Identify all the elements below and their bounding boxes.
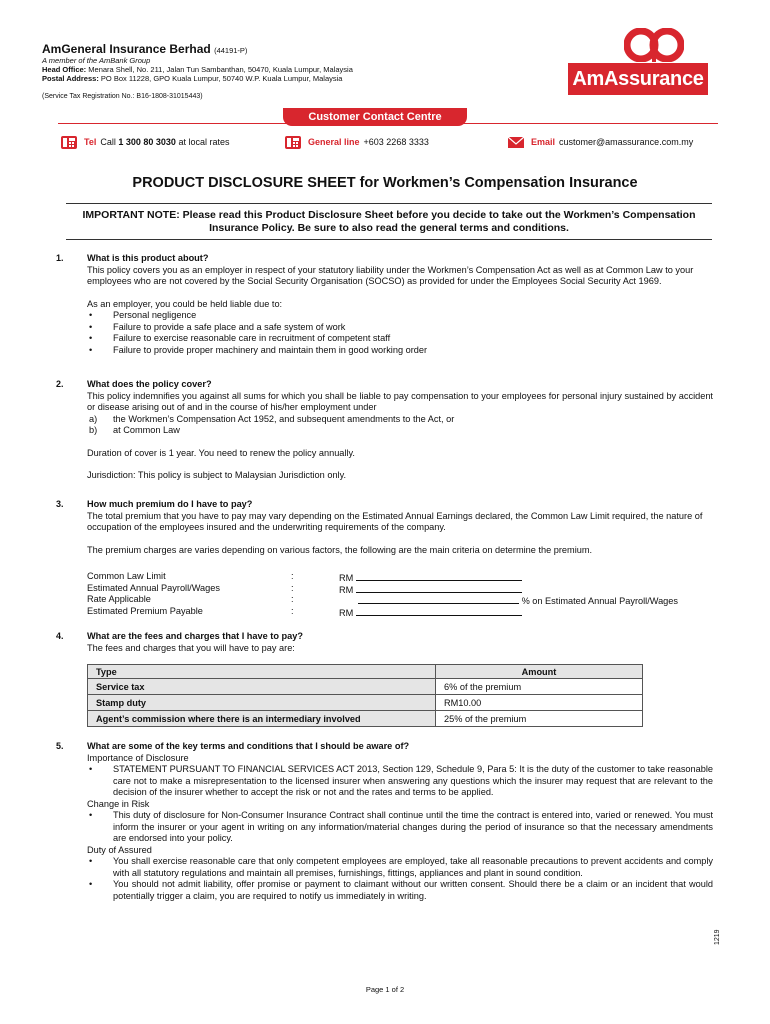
column-header-amount: Amount — [436, 665, 643, 679]
table-row — [88, 711, 643, 727]
bullet-icon: • — [89, 310, 93, 320]
head-office-address: Menara Shell, No. 211, Jalan Tun Sambanthan, 50470, Kuala Lumpur, Malaysia — [88, 65, 353, 74]
company-name-text: AmGeneral Insurance Berhad — [42, 42, 211, 56]
bullet-icon: • — [89, 764, 93, 774]
section-4-para-1: The fees and charges that you will have to pay are: — [87, 642, 295, 653]
general-line-label: General line — [308, 137, 360, 147]
page-title: PRODUCT DISCLOSURE SHEET for Workmen’s Compensation Insurance — [132, 175, 638, 191]
list-label: a) — [89, 413, 98, 424]
section-1-question: What is this product about? — [87, 253, 209, 263]
section-2-para-2: Duration of cover is 1 year. You need to renew the policy annually. — [87, 447, 355, 458]
brand-logo: AmAssurance — [568, 63, 708, 95]
list-item-text: at Common Law — [113, 425, 180, 435]
company-reg: (44191-P) — [214, 46, 248, 55]
criteria-label: Common Law Limit — [87, 571, 166, 581]
column-header-type: Type — [88, 665, 436, 679]
amassurance-logo-icon — [624, 28, 684, 62]
list-item-text: Personal negligence — [113, 310, 197, 320]
company-name — [42, 42, 247, 56]
tel-post: at local rates — [178, 137, 230, 147]
phone-icon — [284, 134, 302, 150]
fee-amount: RM10.00 — [436, 695, 643, 711]
note-top-rule — [66, 203, 712, 204]
colon: : — [291, 594, 294, 604]
common-law-limit-blank[interactable] — [356, 571, 522, 581]
page-number: Page 1 of 2 — [365, 985, 405, 994]
table-row — [88, 695, 643, 711]
head-office-label: Head Office: — [42, 65, 87, 74]
list-item-text: the Workmen’s Compensation Act 1952, and subsequent amendments to the Act, or — [113, 413, 455, 424]
general-line-number[interactable]: +603 2268 3333 — [363, 137, 429, 147]
section-3 — [87, 499, 713, 556]
bullet-icon: • — [89, 810, 93, 820]
list-label: b) — [89, 425, 98, 435]
list-item — [87, 414, 713, 426]
important-note: IMPORTANT NOTE: Please read this Product Disclosure Sheet before you decide to take out the Workmen’s Compensation Insurance Policy. Be sure to also read the general terms and conditions. — [82, 209, 696, 234]
fee-type: Service tax — [88, 679, 436, 695]
list-item — [87, 425, 713, 437]
criteria-label: Estimated Annual Payroll/Wages — [87, 582, 220, 593]
bullet-icon: • — [89, 321, 93, 332]
section-3-para-1: The total premium that you have to pay may vary depending on the Estimated Annual Earnings declared, the Common Law Limit required, the nature of occupation of the employees insured and the underwriting requirements of the company. — [87, 510, 703, 532]
section-5-number: 5. — [56, 741, 64, 751]
section-2-number: 2. — [56, 379, 64, 389]
section-2-para-1: This policy indemnifies you against all sums for which you shall be liable to pay compensation to your employees for personal injury sustained by accident or disease arising out of and in the course of his/her employment under — [87, 390, 713, 412]
fee-amount: 6% of the premium — [436, 679, 643, 695]
section-4-question: What are the fees and charges that I have to pay? — [87, 631, 303, 641]
list-item-text: You shall exercise reasonable care that only competent employees are employed, take all reasonable precautions to prevent accidents and comply with all statutory regulations and maintain all premises, furnishings, fittings, appliances and plant in sound condition. — [113, 856, 713, 878]
list-item-text: STATEMENT PURSUANT TO FINANCIAL SERVICES ACT 2013, Section 129, Schedule 9, Para 5: It is the duty of the customer to take reasonable care not to make a misrepresentation to the licensed insurer when answering any questions which the insurer may request that are relevant to the decision of the insurer whether to accept the risk or not and the rates and terms to be applied. — [113, 764, 713, 797]
premium-criteria — [87, 571, 220, 617]
list-item — [87, 322, 713, 334]
fee-amount: 25% of the premium — [436, 711, 643, 727]
rate-blank[interactable] — [358, 594, 519, 604]
email-label: Email — [531, 137, 556, 147]
tel-pre: Call — [100, 137, 116, 147]
list-item-text: Failure to provide proper machinery and maintain them in good working order — [113, 344, 428, 355]
tel-number[interactable]: 1 300 80 3030 — [118, 137, 176, 147]
section-5-heading-2: Change in Risk — [87, 798, 150, 809]
colon: : — [291, 582, 294, 593]
bullet-icon: • — [89, 856, 93, 866]
criteria-values — [339, 571, 678, 617]
rate-suffix: % on Estimated Annual Payroll/Wages — [521, 596, 679, 606]
bullet-icon: • — [89, 344, 93, 355]
contact-general — [284, 134, 429, 150]
section-4 — [87, 631, 713, 654]
section-5 — [87, 741, 713, 902]
postal-address — [42, 74, 342, 83]
section-5-heading-3: Duty of Assured — [87, 844, 152, 855]
list-item — [87, 856, 713, 879]
section-3-number: 3. — [56, 499, 64, 509]
section-1-para-2: As an employer, you could be held liable due to: — [87, 298, 283, 309]
section-3-question: How much premium do I have to pay? — [87, 499, 253, 509]
section-1 — [87, 253, 713, 356]
list-item-text: Failure to provide a safe place and a safe system of work — [113, 321, 346, 332]
section-4-number: 4. — [56, 631, 64, 641]
document-code: 1219 — [714, 929, 721, 945]
rm-label: RM — [339, 607, 354, 618]
list-item-text: Failure to exercise reasonable care in recruitment of competent staff — [113, 333, 391, 343]
section-3-para-2: The premium charges are varies depending on various factors, the following are the main criteria on determine the premium. — [87, 544, 593, 555]
fee-type: Agent’s commission where there is an intermediary involved — [88, 711, 436, 727]
list-item — [87, 333, 713, 345]
section-5-heading-1: Importance of Disclosure — [87, 752, 189, 763]
table-header-row — [88, 665, 643, 679]
list-item — [87, 810, 713, 845]
section-2-question: What does the policy cover? — [87, 379, 212, 389]
list-item — [87, 879, 713, 902]
criteria-label: Estimated Premium Payable — [87, 605, 203, 616]
head-office — [42, 65, 353, 74]
contact-centre-banner: Customer Contact Centre — [283, 108, 467, 126]
list-item — [87, 310, 713, 322]
phone-icon — [60, 134, 78, 150]
section-1-para-1: This policy covers you as an employer in respect of your statutory liability under the Workmen’s Compensation Act as well as at Common Law to your employees who are not covered by the Social Security Organisation (SOCSO) as provided for under the Employees Social Security Act 1969. — [87, 264, 694, 286]
postal-address-text: PO Box 11228, GPO Kuala Lumpur, 50740 W.P. Kuala Lumpur, Malaysia — [100, 74, 343, 83]
group-member: A member of the AmBank Group — [42, 56, 151, 65]
colon: : — [291, 571, 294, 581]
list-item — [87, 764, 713, 799]
rm-label: RM — [339, 573, 354, 583]
premium-blank[interactable] — [356, 606, 522, 616]
list-item-text: This duty of disclosure for Non-Consumer Insurance Contract shall continue until the time the contract is entered into, varied or renewed. You must inform the insurer or your agent in writing on any information/material changes during the period of insurance so that the necessary amendments are endorsed into your policy. — [113, 810, 713, 843]
tax-registration: (Service Tax Registration No.: B16-1808-31015443) — [42, 93, 203, 100]
section-1-number: 1. — [56, 253, 64, 263]
criteria-label: Rate Applicable — [87, 594, 151, 604]
postal-label: Postal Address: — [42, 74, 99, 83]
rm-label: RM — [339, 584, 354, 595]
list-item-text: You should not admit liability, offer promise or payment to claimant without our written consent. Should there be a claim or an incident that would potentially trigger a claim, you are required to notify us immediately in writing. — [113, 879, 713, 901]
contact-email — [507, 134, 693, 150]
section-2 — [87, 379, 713, 482]
contact-tel — [60, 134, 229, 150]
table-row — [88, 679, 643, 695]
colon: : — [291, 605, 294, 616]
fee-type: Stamp duty — [88, 695, 436, 711]
section-2-para-3: Jurisdiction: This policy is subject to Malaysian Jurisdiction only. — [87, 470, 347, 480]
email-address[interactable]: customer@amassurance.com.my — [559, 137, 694, 147]
list-item — [87, 345, 713, 357]
criteria-colons — [291, 571, 294, 617]
bullet-icon: • — [89, 333, 93, 343]
note-bottom-rule — [66, 239, 712, 240]
payroll-blank[interactable] — [356, 583, 522, 593]
email-icon — [507, 134, 525, 150]
bullet-icon: • — [89, 879, 93, 889]
tel-label: Tel — [84, 137, 97, 147]
section-5-question: What are some of the key terms and conditions that I should be aware of? — [87, 741, 410, 751]
fees-table — [87, 664, 643, 727]
